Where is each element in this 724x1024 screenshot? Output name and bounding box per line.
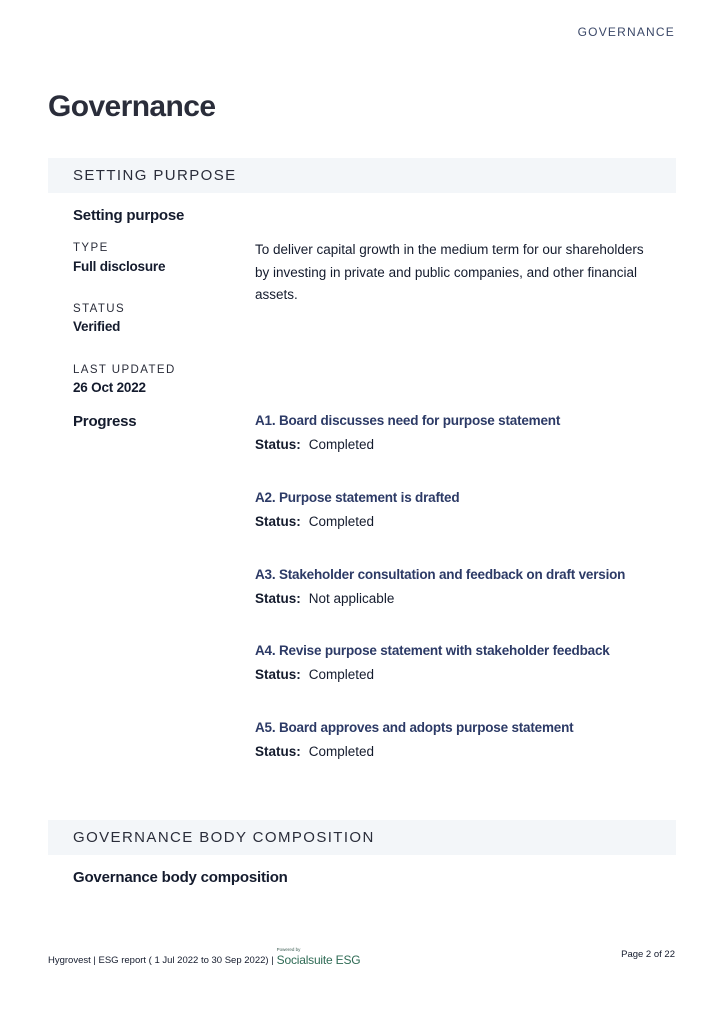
progress-item-status xyxy=(255,591,675,606)
brand-powered-text: Powered by xyxy=(276,947,301,952)
footer-report-info xyxy=(48,948,360,966)
page-title: Governance xyxy=(48,90,216,123)
running-header: GOVERNANCE xyxy=(577,25,675,39)
socialsuite-logo xyxy=(277,948,361,966)
status-prefix: Status: xyxy=(255,437,301,452)
progress-heading: Progress xyxy=(73,413,137,430)
brand-name: Socialsuite ESG xyxy=(276,952,361,967)
progress-item-status xyxy=(255,437,675,452)
section-subtitle: Governance body composition xyxy=(73,869,288,886)
progress-item xyxy=(255,720,675,759)
progress-item xyxy=(255,490,675,529)
status-value: Verified xyxy=(73,319,121,334)
footer-report-text: Hygrovest | ESG report ( 1 Jul 2022 to 30 Sep 2022) | xyxy=(48,954,274,966)
progress-item-title: A3. Stakeholder consultation and feedback on draft version xyxy=(255,567,626,582)
type-label: TYPE xyxy=(73,242,109,254)
status-text: Completed xyxy=(308,437,375,452)
section-header-label: SETTING PURPOSE xyxy=(73,167,237,184)
last-updated-label: LAST UPDATED xyxy=(73,364,176,376)
status-text: Completed xyxy=(308,667,375,682)
status-text: Completed xyxy=(308,744,375,759)
section-header-setting-purpose xyxy=(48,158,676,193)
section-header-governance-body xyxy=(48,820,676,855)
progress-item-title: A5. Board approves and adopts purpose statement xyxy=(255,720,574,735)
purpose-description: To deliver capital growth in the medium term for our shareholders by investing in private and public companies, and other financial assets. xyxy=(255,242,644,302)
section-subtitle: Setting purpose xyxy=(73,207,185,224)
progress-item-status xyxy=(255,667,675,682)
progress-item-title: A4. Revise purpose statement with stakeholder feedback xyxy=(255,643,610,658)
status-text: Completed xyxy=(308,514,375,529)
progress-item-title: A2. Purpose statement is drafted xyxy=(255,490,460,505)
section-header-label: GOVERNANCE BODY COMPOSITION xyxy=(73,829,375,846)
progress-item-status xyxy=(255,744,675,759)
status-prefix: Status: xyxy=(255,667,301,682)
progress-item xyxy=(255,567,675,606)
status-text: Not applicable xyxy=(308,591,395,606)
progress-item-status xyxy=(255,514,675,529)
progress-item xyxy=(255,413,675,452)
last-updated-value: 26 Oct 2022 xyxy=(73,380,146,395)
status-prefix: Status: xyxy=(255,744,301,759)
status-label: STATUS xyxy=(73,303,126,315)
page-number: Page 2 of 22 xyxy=(621,949,675,960)
status-prefix: Status: xyxy=(255,591,301,606)
type-value: Full disclosure xyxy=(73,259,166,274)
progress-item-title: A1. Board discusses need for purpose statement xyxy=(255,413,561,428)
status-prefix: Status: xyxy=(255,514,301,529)
progress-item xyxy=(255,643,675,682)
